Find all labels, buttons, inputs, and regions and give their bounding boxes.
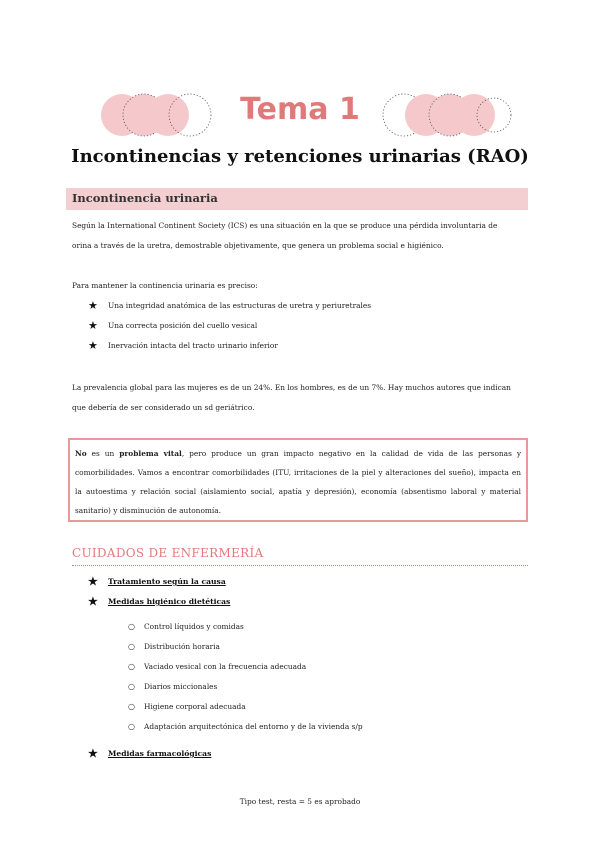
- care-sub-item: ○ Control líquidos y comidas: [128, 622, 244, 631]
- requirement-item: ★ Una correcta posición del cuello vesical: [88, 319, 258, 332]
- care-sub-item: ○ Diarios miccionales: [128, 682, 218, 691]
- care-sub-item: ○ Vaciado vesical con la frecuencia adecuada: [128, 662, 307, 671]
- star-bullet-icon: ★: [88, 339, 98, 352]
- callout-box: No es un problema vital, pero produce un gran impacto negativo en la calidad de vida de las personas y comorbilidades. Vamos a encontrar comorbilidades (ITU, irritaciones de la piel y alteraciones del sueño), impacta en la autoestima y relación social (aislamiento social, apatía y depresión), economía (absentismo laboral y material sanitario) y disminución de autonomía.: [68, 438, 528, 522]
- circle-bullet-icon: ○: [128, 642, 135, 651]
- requirement-item: ★ Una integridad anatómica de las estructuras de uretra y periuretrales: [88, 299, 372, 312]
- star-bullet-icon: ★: [88, 747, 98, 760]
- prevalence-line-1: La prevalencia global para las mujeres es de un 24%. En los hombres, es de un 7%. Hay muchos autores que indican: [72, 383, 511, 392]
- circle-bullet-icon: ○: [128, 722, 135, 731]
- requirement-item: ★ Inervación intacta del tracto urinario inferior: [88, 339, 278, 352]
- star-bullet-icon: ★: [88, 299, 98, 312]
- callout-no: No: [75, 449, 87, 458]
- definition-line-1: Según la International Continent Society (ICS) es una situación en la que se produce una pérdida involuntaria de: [72, 221, 498, 230]
- requirements-intro: Para mantener la continencia urinaria es preciso:: [72, 281, 258, 290]
- care-item: ★ Medidas farmacológicas: [88, 747, 212, 760]
- page-subtitle: Incontinencias y retenciones urinarias (RAO): [71, 146, 529, 167]
- page-title: Tema 1: [240, 92, 360, 127]
- care-sub-item: ○ Higiene corporal adecuada: [128, 702, 246, 711]
- prevalence-line-2: que debería de ser considerado un sd geriátrico.: [72, 403, 255, 412]
- circle-bullet-icon: ○: [128, 662, 135, 671]
- care-section-title: CUIDADOS DE ENFERMERÍA: [72, 546, 264, 560]
- care-item: ★ Medidas higiénico dietéticas: [88, 595, 231, 608]
- circle-bullet-icon: ○: [128, 622, 135, 631]
- care-item: ★ Tratamiento según la causa: [88, 575, 226, 588]
- callout-strong: problema vital: [119, 449, 182, 458]
- section-heading-bar: [66, 188, 528, 210]
- section-heading: Incontinencia urinaria: [72, 191, 218, 205]
- star-bullet-icon: ★: [88, 595, 98, 608]
- star-bullet-icon: ★: [88, 575, 98, 588]
- star-bullet-icon: ★: [88, 319, 98, 332]
- definition-line-2: orina a través de la uretra, demostrable objetivamente, que genera un problema social e higiénico.: [72, 241, 444, 250]
- care-sub-item: ○ Distribución horaria: [128, 642, 220, 651]
- circle-bullet-icon: ○: [128, 682, 135, 691]
- care-divider: [72, 565, 528, 566]
- footer-note: Tipo test, resta = 5 es aprobado: [239, 797, 361, 806]
- care-sub-item: ○ Adaptación arquitectónica del entorno y de la vivienda s/p: [128, 722, 363, 731]
- circle-bullet-icon: ○: [128, 702, 135, 711]
